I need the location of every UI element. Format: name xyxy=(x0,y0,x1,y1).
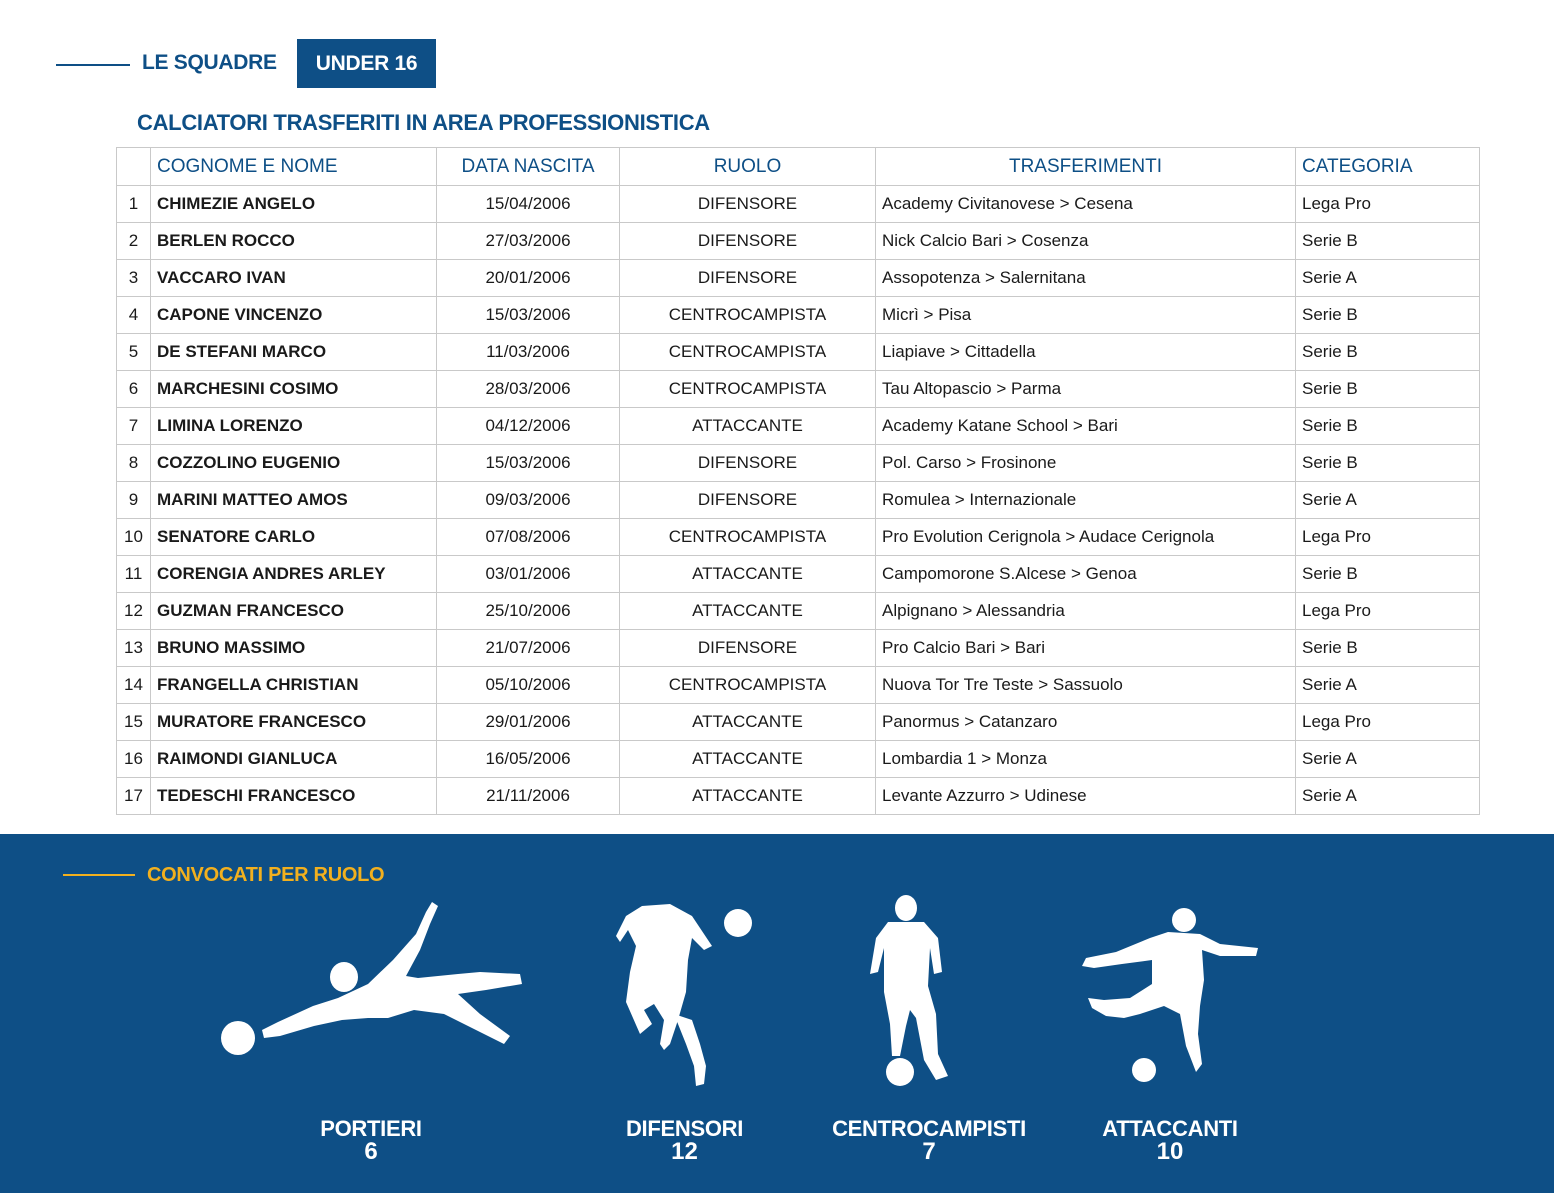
striker-icon xyxy=(1080,894,1260,1094)
category: Lega Pro xyxy=(1296,704,1480,741)
table-row xyxy=(117,260,1480,297)
transfer-info: Nuova Tor Tre Teste > Sassuolo xyxy=(876,667,1296,704)
row-number: 14 xyxy=(117,667,151,704)
role-label-midfielders: CENTROCAMPISTI xyxy=(832,1116,1026,1141)
header-name: COGNOME E NOME xyxy=(151,148,437,186)
table-header-row xyxy=(117,148,1480,186)
player-name: BRUNO MASSIMO xyxy=(151,630,437,667)
transfer-info: Levante Azzurro > Udinese xyxy=(876,778,1296,815)
row-number: 7 xyxy=(117,408,151,445)
row-number: 12 xyxy=(117,593,151,630)
role-count-goalkeepers: 6 xyxy=(364,1138,378,1165)
birth-date: 09/03/2006 xyxy=(437,482,620,519)
transfer-info: Pol. Carso > Frosinone xyxy=(876,445,1296,482)
birth-date: 28/03/2006 xyxy=(437,371,620,408)
player-name: TEDESCHI FRANCESCO xyxy=(151,778,437,815)
category: Lega Pro xyxy=(1296,593,1480,630)
transfer-info: Liapiave > Cittadella xyxy=(876,334,1296,371)
player-role: ATTACCANTE xyxy=(620,741,876,778)
transfer-info: Academy Civitanovese > Cesena xyxy=(876,186,1296,223)
row-number: 2 xyxy=(117,223,151,260)
birth-date: 20/01/2006 xyxy=(437,260,620,297)
transfer-info: Panormus > Catanzaro xyxy=(876,704,1296,741)
birth-date: 03/01/2006 xyxy=(437,556,620,593)
birth-date: 05/10/2006 xyxy=(437,667,620,704)
header-role: RUOLO xyxy=(620,148,876,186)
table-row xyxy=(117,741,1480,778)
player-role: DIFENSORE xyxy=(620,223,876,260)
table-row xyxy=(117,630,1480,667)
table-row xyxy=(117,334,1480,371)
header-birth: DATA NASCITA xyxy=(437,148,620,186)
row-number: 13 xyxy=(117,630,151,667)
player-name: RAIMONDI GIANLUCA xyxy=(151,741,437,778)
transfer-info: Tau Altopascio > Parma xyxy=(876,371,1296,408)
row-number: 8 xyxy=(117,445,151,482)
player-role: CENTROCAMPISTA xyxy=(620,334,876,371)
category: Serie B xyxy=(1296,556,1480,593)
category: Lega Pro xyxy=(1296,519,1480,556)
category: Serie B xyxy=(1296,371,1480,408)
birth-date: 21/11/2006 xyxy=(437,778,620,815)
player-name: VACCARO IVAN xyxy=(151,260,437,297)
birth-date: 15/03/2006 xyxy=(437,445,620,482)
transfer-info: Nick Calcio Bari > Cosenza xyxy=(876,223,1296,260)
player-role: DIFENSORE xyxy=(620,186,876,223)
player-role: ATTACCANTE xyxy=(620,593,876,630)
category: Serie A xyxy=(1296,741,1480,778)
player-role: DIFENSORE xyxy=(620,630,876,667)
table-row xyxy=(117,778,1480,815)
table-row xyxy=(117,223,1480,260)
birth-date: 04/12/2006 xyxy=(437,408,620,445)
header-transfer: TRASFERIMENTI xyxy=(876,148,1296,186)
table-title: CALCIATORI TRASFERITI IN AREA PROFESSIONISTICA xyxy=(137,110,710,135)
category: Serie A xyxy=(1296,778,1480,815)
role-midfielders xyxy=(826,894,1032,1184)
row-number: 17 xyxy=(117,778,151,815)
player-name: CHIMEZIE ANGELO xyxy=(151,186,437,223)
player-role: ATTACCANTE xyxy=(620,704,876,741)
player-name: SENATORE CARLO xyxy=(151,519,437,556)
role-label-defenders: DIFENSORI xyxy=(625,1116,744,1141)
player-name: MARINI MATTEO AMOS xyxy=(151,482,437,519)
table-row xyxy=(117,445,1480,482)
row-number: 6 xyxy=(117,371,151,408)
row-number: 16 xyxy=(117,741,151,778)
category: Serie A xyxy=(1296,667,1480,704)
player-role: DIFENSORE xyxy=(620,260,876,297)
category: Serie B xyxy=(1296,297,1480,334)
category: Serie B xyxy=(1296,408,1480,445)
player-name: BERLEN ROCCO xyxy=(151,223,437,260)
goalkeeper-icon xyxy=(218,894,524,1064)
section-label: LE SQUADRE xyxy=(142,51,277,74)
player-name: LIMINA LORENZO xyxy=(151,408,437,445)
role-goalkeepers xyxy=(218,894,524,1184)
row-number: 15 xyxy=(117,704,151,741)
table-row xyxy=(117,667,1480,704)
table-row xyxy=(117,519,1480,556)
player-role: CENTROCAMPISTA xyxy=(620,519,876,556)
midfielder-icon xyxy=(826,894,1032,1094)
row-number: 9 xyxy=(117,482,151,519)
birth-date: 15/03/2006 xyxy=(437,297,620,334)
transfer-info: Academy Katane School > Bari xyxy=(876,408,1296,445)
header-line xyxy=(56,64,130,66)
birth-date: 25/10/2006 xyxy=(437,593,620,630)
transfer-info: Lombardia 1 > Monza xyxy=(876,741,1296,778)
player-role: CENTROCAMPISTA xyxy=(620,371,876,408)
player-name: MARCHESINI COSIMO xyxy=(151,371,437,408)
birth-date: 15/04/2006 xyxy=(437,186,620,223)
category: Serie A xyxy=(1296,260,1480,297)
role-strikers xyxy=(1080,894,1260,1184)
role-label-strikers: ATTACCANTI xyxy=(1102,1116,1238,1141)
row-number: 5 xyxy=(117,334,151,371)
role-count-defenders: 12 xyxy=(671,1138,698,1165)
players-table xyxy=(116,147,1480,815)
table-row xyxy=(117,704,1480,741)
birth-date: 29/01/2006 xyxy=(437,704,620,741)
birth-date: 07/08/2006 xyxy=(437,519,620,556)
defender-icon xyxy=(612,894,757,1094)
birth-date: 16/05/2006 xyxy=(437,741,620,778)
player-name: DE STEFANI MARCO xyxy=(151,334,437,371)
row-number: 3 xyxy=(117,260,151,297)
category: Serie B xyxy=(1296,445,1480,482)
player-name: COZZOLINO EUGENIO xyxy=(151,445,437,482)
table-row xyxy=(117,408,1480,445)
row-number: 10 xyxy=(117,519,151,556)
transfer-info: Alpignano > Alessandria xyxy=(876,593,1296,630)
birth-date: 11/03/2006 xyxy=(437,334,620,371)
row-number: 1 xyxy=(117,186,151,223)
player-role: ATTACCANTE xyxy=(620,556,876,593)
player-name: FRANGELLA CHRISTIAN xyxy=(151,667,437,704)
category: Serie B xyxy=(1296,223,1480,260)
player-role: ATTACCANTE xyxy=(620,408,876,445)
player-role: DIFENSORE xyxy=(620,445,876,482)
role-count-midfielders: 7 xyxy=(922,1138,936,1165)
transfer-info: Assopotenza > Salernitana xyxy=(876,260,1296,297)
player-role: ATTACCANTE xyxy=(620,778,876,815)
table-row xyxy=(117,482,1480,519)
category: Serie A xyxy=(1296,482,1480,519)
convocati-title: CONVOCATI PER RUOLO xyxy=(147,864,385,886)
row-number: 4 xyxy=(117,297,151,334)
transfer-info: Campomorone S.Alcese > Genoa xyxy=(876,556,1296,593)
role-label-goalkeepers: PORTIERI xyxy=(320,1116,422,1141)
birth-date: 27/03/2006 xyxy=(437,223,620,260)
category: Serie B xyxy=(1296,630,1480,667)
player-role: CENTROCAMPISTA xyxy=(620,297,876,334)
role-defenders xyxy=(612,894,757,1184)
row-number: 11 xyxy=(117,556,151,593)
convocati-section xyxy=(0,834,1554,1193)
birth-date: 21/07/2006 xyxy=(437,630,620,667)
table-row xyxy=(117,186,1480,223)
convocati-line xyxy=(63,874,135,876)
category: Serie B xyxy=(1296,334,1480,371)
table-row xyxy=(117,556,1480,593)
header-category: CATEGORIA xyxy=(1296,148,1480,186)
role-count-strikers: 10 xyxy=(1156,1138,1184,1165)
player-role: CENTROCAMPISTA xyxy=(620,667,876,704)
transfer-info: Pro Calcio Bari > Bari xyxy=(876,630,1296,667)
player-name: CAPONE VINCENZO xyxy=(151,297,437,334)
table-row xyxy=(117,297,1480,334)
table-row xyxy=(117,371,1480,408)
table-row xyxy=(117,593,1480,630)
transfer-info: Pro Evolution Cerignola > Audace Cerignola xyxy=(876,519,1296,556)
player-name: MURATORE FRANCESCO xyxy=(151,704,437,741)
player-name: CORENGIA ANDRES ARLEY xyxy=(151,556,437,593)
transfer-info: Micrì > Pisa xyxy=(876,297,1296,334)
transfer-info: Romulea > Internazionale xyxy=(876,482,1296,519)
category: Lega Pro xyxy=(1296,186,1480,223)
player-role: DIFENSORE xyxy=(620,482,876,519)
team-badge: UNDER 16 xyxy=(297,39,436,88)
header-num xyxy=(117,148,151,186)
player-name: GUZMAN FRANCESCO xyxy=(151,593,437,630)
